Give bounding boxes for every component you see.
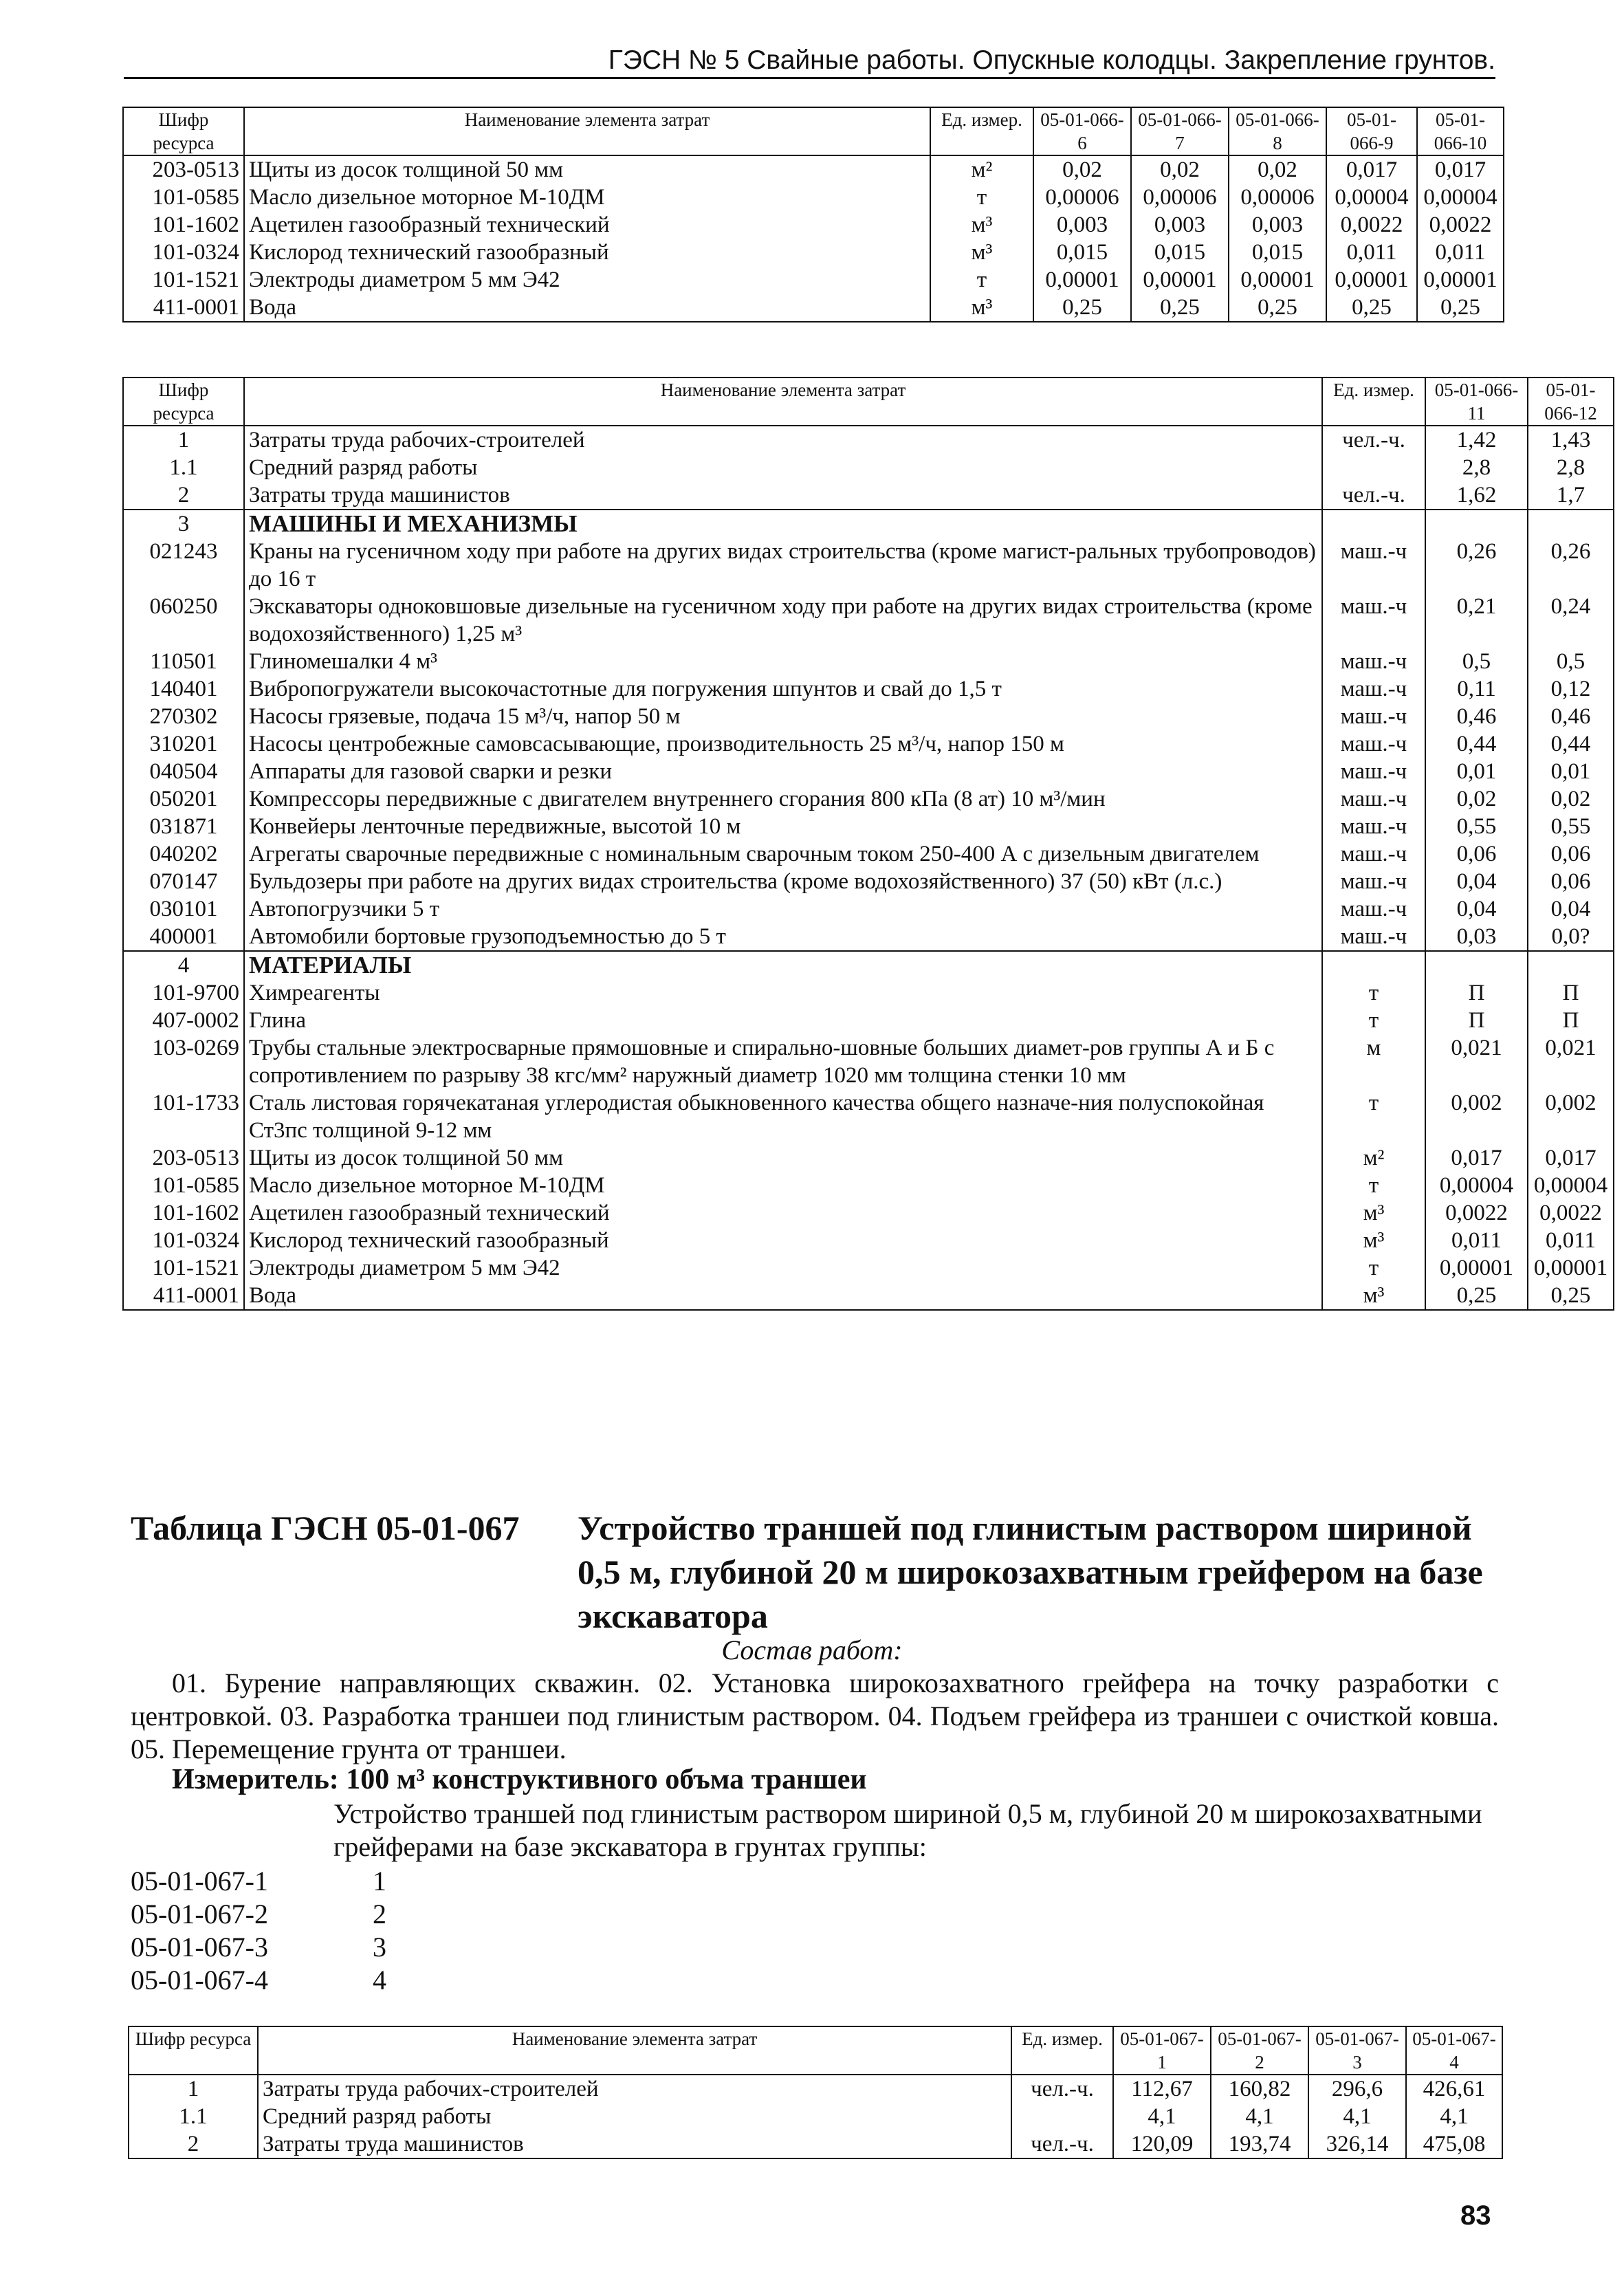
column-header: Наименование элемента затрат [258,2026,1011,2075]
unit-cell: маш.-ч [1322,813,1425,840]
column-header: 05-01-066-12 [1528,378,1614,426]
unit-cell: маш.-ч [1322,758,1425,785]
table-row [123,454,1614,481]
resource-code-cell: 101-0585 [123,1172,244,1199]
table-header [129,2026,1502,2075]
resource-code-cell: 031871 [123,813,244,840]
unit-cell [1322,510,1425,538]
resource-name-cell: Химреагенты [244,979,1322,1007]
value-cell: 0,26 [1425,538,1528,593]
column-header: Ед. измер. [1322,378,1425,426]
unit-cell: маш.-ч [1322,675,1425,703]
table-row [123,840,1614,868]
unit-cell: маш.-ч [1322,703,1425,730]
value-cell: 0,55 [1425,813,1528,840]
unit-cell: маш.-ч [1322,840,1425,868]
resource-name-cell: Кислород технический газообразный [244,1227,1322,1254]
value-cell: 0,25 [1417,294,1504,322]
resource-code-cell: 050201 [123,785,244,813]
value-cell: 1,43 [1528,426,1614,454]
running-header: ГЭСН № 5 Свайные работы. Опускные колодцы. Закрепление грунтов. [124,45,1495,79]
resource-name-cell: Трубы стальные электросварные прямошовные и спирально-шовные больших диамет-ров группы А и Б с сопротивлением по разрыву 38 кгс/мм² наружный диаметр 1020 мм толщина стенки 10 мм [244,1034,1322,1089]
value-cell: П [1425,979,1528,1007]
value-cell: 0,25 [1425,1282,1528,1310]
value-cell: 0,04 [1425,868,1528,895]
resource-name-cell: Краны на гусеничном ходу при работе на других видах строительства (кроме магист-ральных трубопроводов) до 16 т [244,538,1322,593]
unit-cell: т [1322,1172,1425,1199]
resource-name-cell: Электроды диаметром 5 мм Э42 [244,1254,1322,1282]
value-cell: 426,61 [1406,2075,1502,2103]
resource-code-cell: 411-0001 [123,294,244,322]
value-cell: 0,00001 [1425,1254,1528,1282]
norm-code-row [131,1898,386,1931]
value-cell: 0,06 [1528,868,1614,895]
table-row [123,1034,1614,1089]
unit-cell: м³ [930,211,1033,239]
resource-name-cell: Затраты труда машинистов [258,2130,1011,2158]
resource-code-cell: 040202 [123,840,244,868]
value-cell: 0,017 [1326,155,1417,184]
value-cell: 4,1 [1211,2103,1308,2130]
column-header: 05-01-066-6 [1033,107,1131,155]
table-row [123,211,1504,239]
unit-cell: маш.-ч [1322,730,1425,758]
unit-cell: м [1322,1034,1425,1089]
table-row [123,426,1614,454]
unit-cell: т [1322,979,1425,1007]
resource-code-cell: 101-0585 [123,184,244,211]
table-row [129,2103,1502,2130]
resource-name-cell: Масло дизельное моторное М-10ДМ [244,1172,1322,1199]
value-cell: 0,002 [1528,1089,1614,1144]
table-row [123,155,1504,184]
value-cell: 4,1 [1113,2103,1211,2130]
resource-code-cell: 2 [123,481,244,510]
table-row [123,923,1614,951]
value-cell: 1,42 [1425,426,1528,454]
value-cell: 0,21 [1425,593,1528,648]
resource-name-cell: Автомобили бортовые грузоподъемностью до 5 т [244,923,1322,951]
value-cell: 4,1 [1406,2103,1502,2130]
resource-code-cell: 400001 [123,923,244,951]
soil-group: 4 [373,1965,386,1996]
norm-code-row [131,1931,386,1964]
resource-name-cell: Затраты труда машинистов [244,481,1322,510]
value-cell: 0,06 [1528,840,1614,868]
column-header: 05-01-066-7 [1131,107,1229,155]
resource-name-cell: Экскаваторы одноковшовые дизельные на гусеничном ходу при работе на других видах строительства (кроме водохозяйственного) 1,25 м³ [244,593,1322,648]
table-header [123,378,1614,426]
resource-name-cell: Вода [244,294,930,322]
resource-name-cell: Вода [244,1282,1322,1310]
value-cell: 0,26 [1528,538,1614,593]
unit-cell: маш.-ч [1322,868,1425,895]
resource-table-066-11-12 [122,377,1614,1311]
value-cell: 0,00001 [1417,266,1504,294]
value-cell: П [1528,979,1614,1007]
table-row [123,785,1614,813]
value-cell: 0,00004 [1417,184,1504,211]
value-cell: 160,82 [1211,2075,1308,2103]
unit-cell: чел.-ч. [1322,426,1425,454]
unit-cell: т [1322,1007,1425,1034]
unit-cell: маш.-ч [1322,895,1425,923]
unit-cell: чел.-ч. [1011,2075,1113,2103]
column-header: Шифр ресурса [123,378,244,426]
value-cell: 0,0022 [1326,211,1417,239]
resource-code-cell: 101-0324 [123,1227,244,1254]
unit-cell: м³ [1322,1199,1425,1227]
soil-group: 1 [373,1866,386,1896]
table-row [123,1007,1614,1034]
column-header: Наименование элемента затрат [244,107,930,155]
resource-code-cell: 203-0513 [123,155,244,184]
resource-name-cell: Щиты из досок толщиной 50 мм [244,1144,1322,1172]
table-row [123,758,1614,785]
resource-name-cell: Глина [244,1007,1322,1034]
value-cell: 0,011 [1326,239,1417,266]
resource-name-cell: Сталь листовая горячекатаная углеродистая обыкновенного качества общего назначе-ния полуспокойная Ст3пс толщиной 9-12 мм [244,1089,1322,1144]
value-cell: 0,46 [1425,703,1528,730]
resource-code-cell: 4 [123,951,244,979]
value-cell [1425,510,1528,538]
unit-cell: т [930,184,1033,211]
table-row [123,1282,1614,1310]
table-name: Устройство траншей под глинистым раствором шириной 0,5 м, глубиной 20 м широкозахватным грейфером на базе экскаватора [578,1509,1483,1635]
table-row [123,538,1614,593]
table-row [123,979,1614,1007]
resource-name-cell: Затраты труда рабочих-строителей [258,2075,1011,2103]
table-row [123,1199,1614,1227]
resource-code-cell: 203-0513 [123,1144,244,1172]
value-cell: 0,017 [1425,1144,1528,1172]
unit-cell: маш.-ч [1322,648,1425,675]
value-cell: 0,25 [1229,294,1326,322]
column-header: 05-01-066-8 [1229,107,1326,155]
table-row [123,184,1504,211]
table-row [129,2075,1502,2103]
resource-code-cell: 411-0001 [123,1282,244,1310]
value-cell: 0,0022 [1425,1199,1528,1227]
column-header: 05-01-067-1 [1113,2026,1211,2075]
value-cell: 0,003 [1131,211,1229,239]
table-row [123,813,1614,840]
resource-code-cell: 101-1602 [123,1199,244,1227]
table-header [123,107,1504,155]
value-cell: 0,021 [1425,1034,1528,1089]
work-composition-text: 01. Бурение направляющих скважин. 02. Установка широкозахватного грейфера на точку разработки с центровкой. 03. Разработка траншеи под глинистым раствором. 04. Подъем грейфера из траншеи с очисткой ковша. 05. Перемещение грунта от траншеи. [131,1668,1499,1764]
table-row [129,2130,1502,2158]
resource-name-cell: Ацетилен газообразный технический [244,211,930,239]
resource-name-cell: МАШИНЫ И МЕХАНИЗМЫ [244,510,1322,538]
unit-cell: м³ [1322,1282,1425,1310]
unit-cell: маш.-ч [1322,593,1425,648]
resource-code-cell: 060250 [123,593,244,648]
value-cell: 0,00004 [1528,1172,1614,1199]
column-header: 05-01-067-2 [1211,2026,1308,2075]
table-row [123,593,1614,648]
work-composition-label: Состав работ: [721,1635,903,1665]
column-header: 05-01-066-11 [1425,378,1528,426]
resource-code-cell: 103-0269 [123,1034,244,1089]
value-cell: 0,55 [1528,813,1614,840]
soil-group: 3 [373,1932,386,1963]
table-row [123,294,1504,322]
value-cell: 0,00001 [1131,266,1229,294]
value-cell: 475,08 [1406,2130,1502,2158]
value-cell: 0,015 [1229,239,1326,266]
value-cell: 2,8 [1528,454,1614,481]
table-row [123,510,1614,538]
resource-name-cell: Средний разряд работы [244,454,1322,481]
value-cell: 0,011 [1425,1227,1528,1254]
resource-name-cell: Компрессоры передвижные с двигателем внутреннего сгорания 800 кПа (8 ат) 10 м³/мин [244,785,1322,813]
column-header: 05-01-066-10 [1417,107,1504,155]
value-cell: 0,24 [1528,593,1614,648]
resource-table-066-6-10 [122,107,1504,322]
table-row [123,730,1614,758]
value-cell: 0,44 [1425,730,1528,758]
unit-cell: маш.-ч [1322,923,1425,951]
resource-name-cell: Средний разряд работы [258,2103,1011,2130]
unit-cell: т [930,266,1033,294]
table-row [123,675,1614,703]
resource-name-cell: Автопогрузчики 5 т [244,895,1322,923]
resource-code-cell: 110501 [123,648,244,675]
table-row [123,895,1614,923]
measure-unit: Измеритель: 100 м³ конструктивного объма траншеи [172,1764,867,1795]
unit-cell: т [1322,1254,1425,1282]
value-cell: 0,25 [1033,294,1131,322]
value-cell: 0,00004 [1425,1172,1528,1199]
resource-name-cell: Насосы центробежные самовсасывающие, производительность 25 м³/ч, напор 150 м [244,730,1322,758]
value-cell: 0,00006 [1229,184,1326,211]
value-cell: 0,00004 [1326,184,1417,211]
value-cell: 0,0022 [1417,211,1504,239]
value-cell: 0,015 [1131,239,1229,266]
value-cell: 0,017 [1417,155,1504,184]
resource-code-cell: 101-1521 [123,1254,244,1282]
value-cell: 0,03 [1425,923,1528,951]
resource-code-cell: 101-1733 [123,1089,244,1144]
resource-name-cell: Глиномешалки 4 м³ [244,648,1322,675]
resource-name-cell: Ацетилен газообразный технический [244,1199,1322,1227]
table-row [123,1254,1614,1282]
unit-cell: м² [930,155,1033,184]
value-cell: 0,44 [1528,730,1614,758]
unit-cell: т [1322,1089,1425,1144]
value-cell: 4,1 [1308,2103,1406,2130]
value-cell: 0,003 [1033,211,1131,239]
resource-code-cell: 3 [123,510,244,538]
resource-name-cell: Вибропогружатели высокочастотные для погружения шпунтов и свай до 1,5 т [244,675,1322,703]
value-cell: 2,8 [1425,454,1528,481]
value-cell: 0,02 [1131,155,1229,184]
value-cell: 326,14 [1308,2130,1406,2158]
value-cell: 296,6 [1308,2075,1406,2103]
value-cell: 0,00001 [1326,266,1417,294]
value-cell: 0,003 [1229,211,1326,239]
value-cell: 0,02 [1033,155,1131,184]
value-cell: 193,74 [1211,2130,1308,2158]
column-header: 05-01-066-9 [1326,107,1417,155]
value-cell: 0,00006 [1131,184,1229,211]
value-cell: 0,02 [1229,155,1326,184]
resource-name-cell: Щиты из досок толщиной 50 мм [244,155,930,184]
value-cell: 0,12 [1528,675,1614,703]
resource-code-cell: 101-1521 [123,266,244,294]
table-row [123,481,1614,510]
resource-code-cell: 270302 [123,703,244,730]
table-title: Таблица ГЭСН 05-01-067 [131,1509,520,1547]
norm-code-row [131,1964,386,1997]
column-header: Шифр ресурса [123,107,244,155]
norm-code: 05-01-067-3 [131,1932,268,1963]
value-cell: 0,02 [1425,785,1528,813]
resource-code-cell: 140401 [123,675,244,703]
value-cell: 0,00006 [1033,184,1131,211]
resource-name-cell: Бульдозеры при работе на других видах строительства (кроме водохозяйственного) 37 (50) кВт (л.с.) [244,868,1322,895]
value-cell: 0,11 [1425,675,1528,703]
value-cell: 1,62 [1425,481,1528,510]
norm-code: 05-01-067-2 [131,1899,268,1929]
norm-code: 05-01-067-1 [131,1866,268,1896]
resource-code-cell: 101-1602 [123,211,244,239]
table-row [123,868,1614,895]
unit-cell: чел.-ч. [1011,2130,1113,2158]
table-row [123,648,1614,675]
value-cell: 0,04 [1425,895,1528,923]
value-cell [1528,951,1614,979]
table-row [123,951,1614,979]
resource-code-cell: 040504 [123,758,244,785]
resource-name-cell: Кислород технический газообразный [244,239,930,266]
value-cell: 0,25 [1326,294,1417,322]
value-cell: 0,00001 [1033,266,1131,294]
column-header: Ед. измер. [930,107,1033,155]
value-cell: 0,015 [1033,239,1131,266]
unit-cell [1322,951,1425,979]
column-header: 05-01-067-4 [1406,2026,1502,2075]
resource-code-cell: 1.1 [123,454,244,481]
unit-cell [1011,2103,1113,2130]
value-cell: 120,09 [1113,2130,1211,2158]
resource-code-cell: 070147 [123,868,244,895]
value-cell: 0,01 [1528,758,1614,785]
value-cell: 0,02 [1528,785,1614,813]
column-header: Наименование элемента затрат [244,378,1322,426]
page-number: 83 [1460,2200,1491,2231]
value-cell: 0,01 [1425,758,1528,785]
value-cell: 0,04 [1528,895,1614,923]
value-cell: 0,00001 [1229,266,1326,294]
resource-code-cell: 030101 [123,895,244,923]
table-row [123,1227,1614,1254]
unit-cell: чел.-ч. [1322,481,1425,510]
unit-cell [1322,454,1425,481]
unit-cell: м³ [930,239,1033,266]
value-cell: 0,017 [1528,1144,1614,1172]
column-header: Шифр ресурса [129,2026,258,2075]
resource-table-067 [128,2026,1503,2159]
value-cell: 0,25 [1528,1282,1614,1310]
resource-name-cell: МАТЕРИАЛЫ [244,951,1322,979]
value-cell: 0,002 [1425,1089,1528,1144]
resource-name-cell: Аппараты для газовой сварки и резки [244,758,1322,785]
norm-code-row [131,1865,386,1898]
resource-name-cell: Масло дизельное моторное М-10ДМ [244,184,930,211]
unit-cell: м³ [930,294,1033,322]
table-row [123,266,1504,294]
unit-cell: маш.-ч [1322,538,1425,593]
column-header: Ед. измер. [1011,2026,1113,2075]
unit-cell: м² [1322,1144,1425,1172]
value-cell: 112,67 [1113,2075,1211,2103]
norm-code: 05-01-067-4 [131,1965,268,1996]
resource-name-cell: Конвейеры ленточные передвижные, высотой 10 м [244,813,1322,840]
resource-code-cell: 101-9700 [123,979,244,1007]
value-cell: 0,011 [1528,1227,1614,1254]
value-cell: 0,06 [1425,840,1528,868]
value-cell: 0,0022 [1528,1199,1614,1227]
column-header: 05-01-067-3 [1308,2026,1406,2075]
intro-text: Устройство траншей под глинистым раствором шириной 0,5 м, глубиной 20 м широкозахватными грейферами на базе экскаватора в грунтах группы: [333,1798,1482,1862]
unit-cell: м³ [1322,1227,1425,1254]
resource-name-cell: Насосы грязевые, подача 15 м³/ч, напор 50 м [244,703,1322,730]
value-cell [1425,951,1528,979]
resource-code-cell: 1 [129,2075,258,2103]
resource-name-cell: Агрегаты сварочные передвижные с номинальным сварочным током 250-400 А с дизельным двигателем [244,840,1322,868]
value-cell: 0,25 [1131,294,1229,322]
table-row [123,239,1504,266]
resource-code-cell: 2 [129,2130,258,2158]
value-cell: 0,5 [1528,648,1614,675]
table-row [123,1172,1614,1199]
value-cell: 0,021 [1528,1034,1614,1089]
resource-code-cell: 407-0002 [123,1007,244,1034]
resource-name-cell: Затраты труда рабочих-строителей [244,426,1322,454]
unit-cell: маш.-ч [1322,785,1425,813]
value-cell: П [1528,1007,1614,1034]
value-cell: 0,00001 [1528,1254,1614,1282]
value-cell: 0,011 [1417,239,1504,266]
value-cell: 1,7 [1528,481,1614,510]
value-cell: 0,0? [1528,923,1614,951]
value-cell: П [1425,1007,1528,1034]
value-cell: 0,46 [1528,703,1614,730]
soil-group: 2 [373,1899,386,1929]
table-row [123,703,1614,730]
resource-code-cell: 021243 [123,538,244,593]
resource-code-cell: 1 [123,426,244,454]
value-cell: 0,5 [1425,648,1528,675]
resource-code-cell: 310201 [123,730,244,758]
resource-code-cell: 101-0324 [123,239,244,266]
resource-name-cell: Электроды диаметром 5 мм Э42 [244,266,930,294]
table-row [123,1144,1614,1172]
resource-code-cell: 1.1 [129,2103,258,2130]
value-cell [1528,510,1614,538]
table-row [123,1089,1614,1144]
